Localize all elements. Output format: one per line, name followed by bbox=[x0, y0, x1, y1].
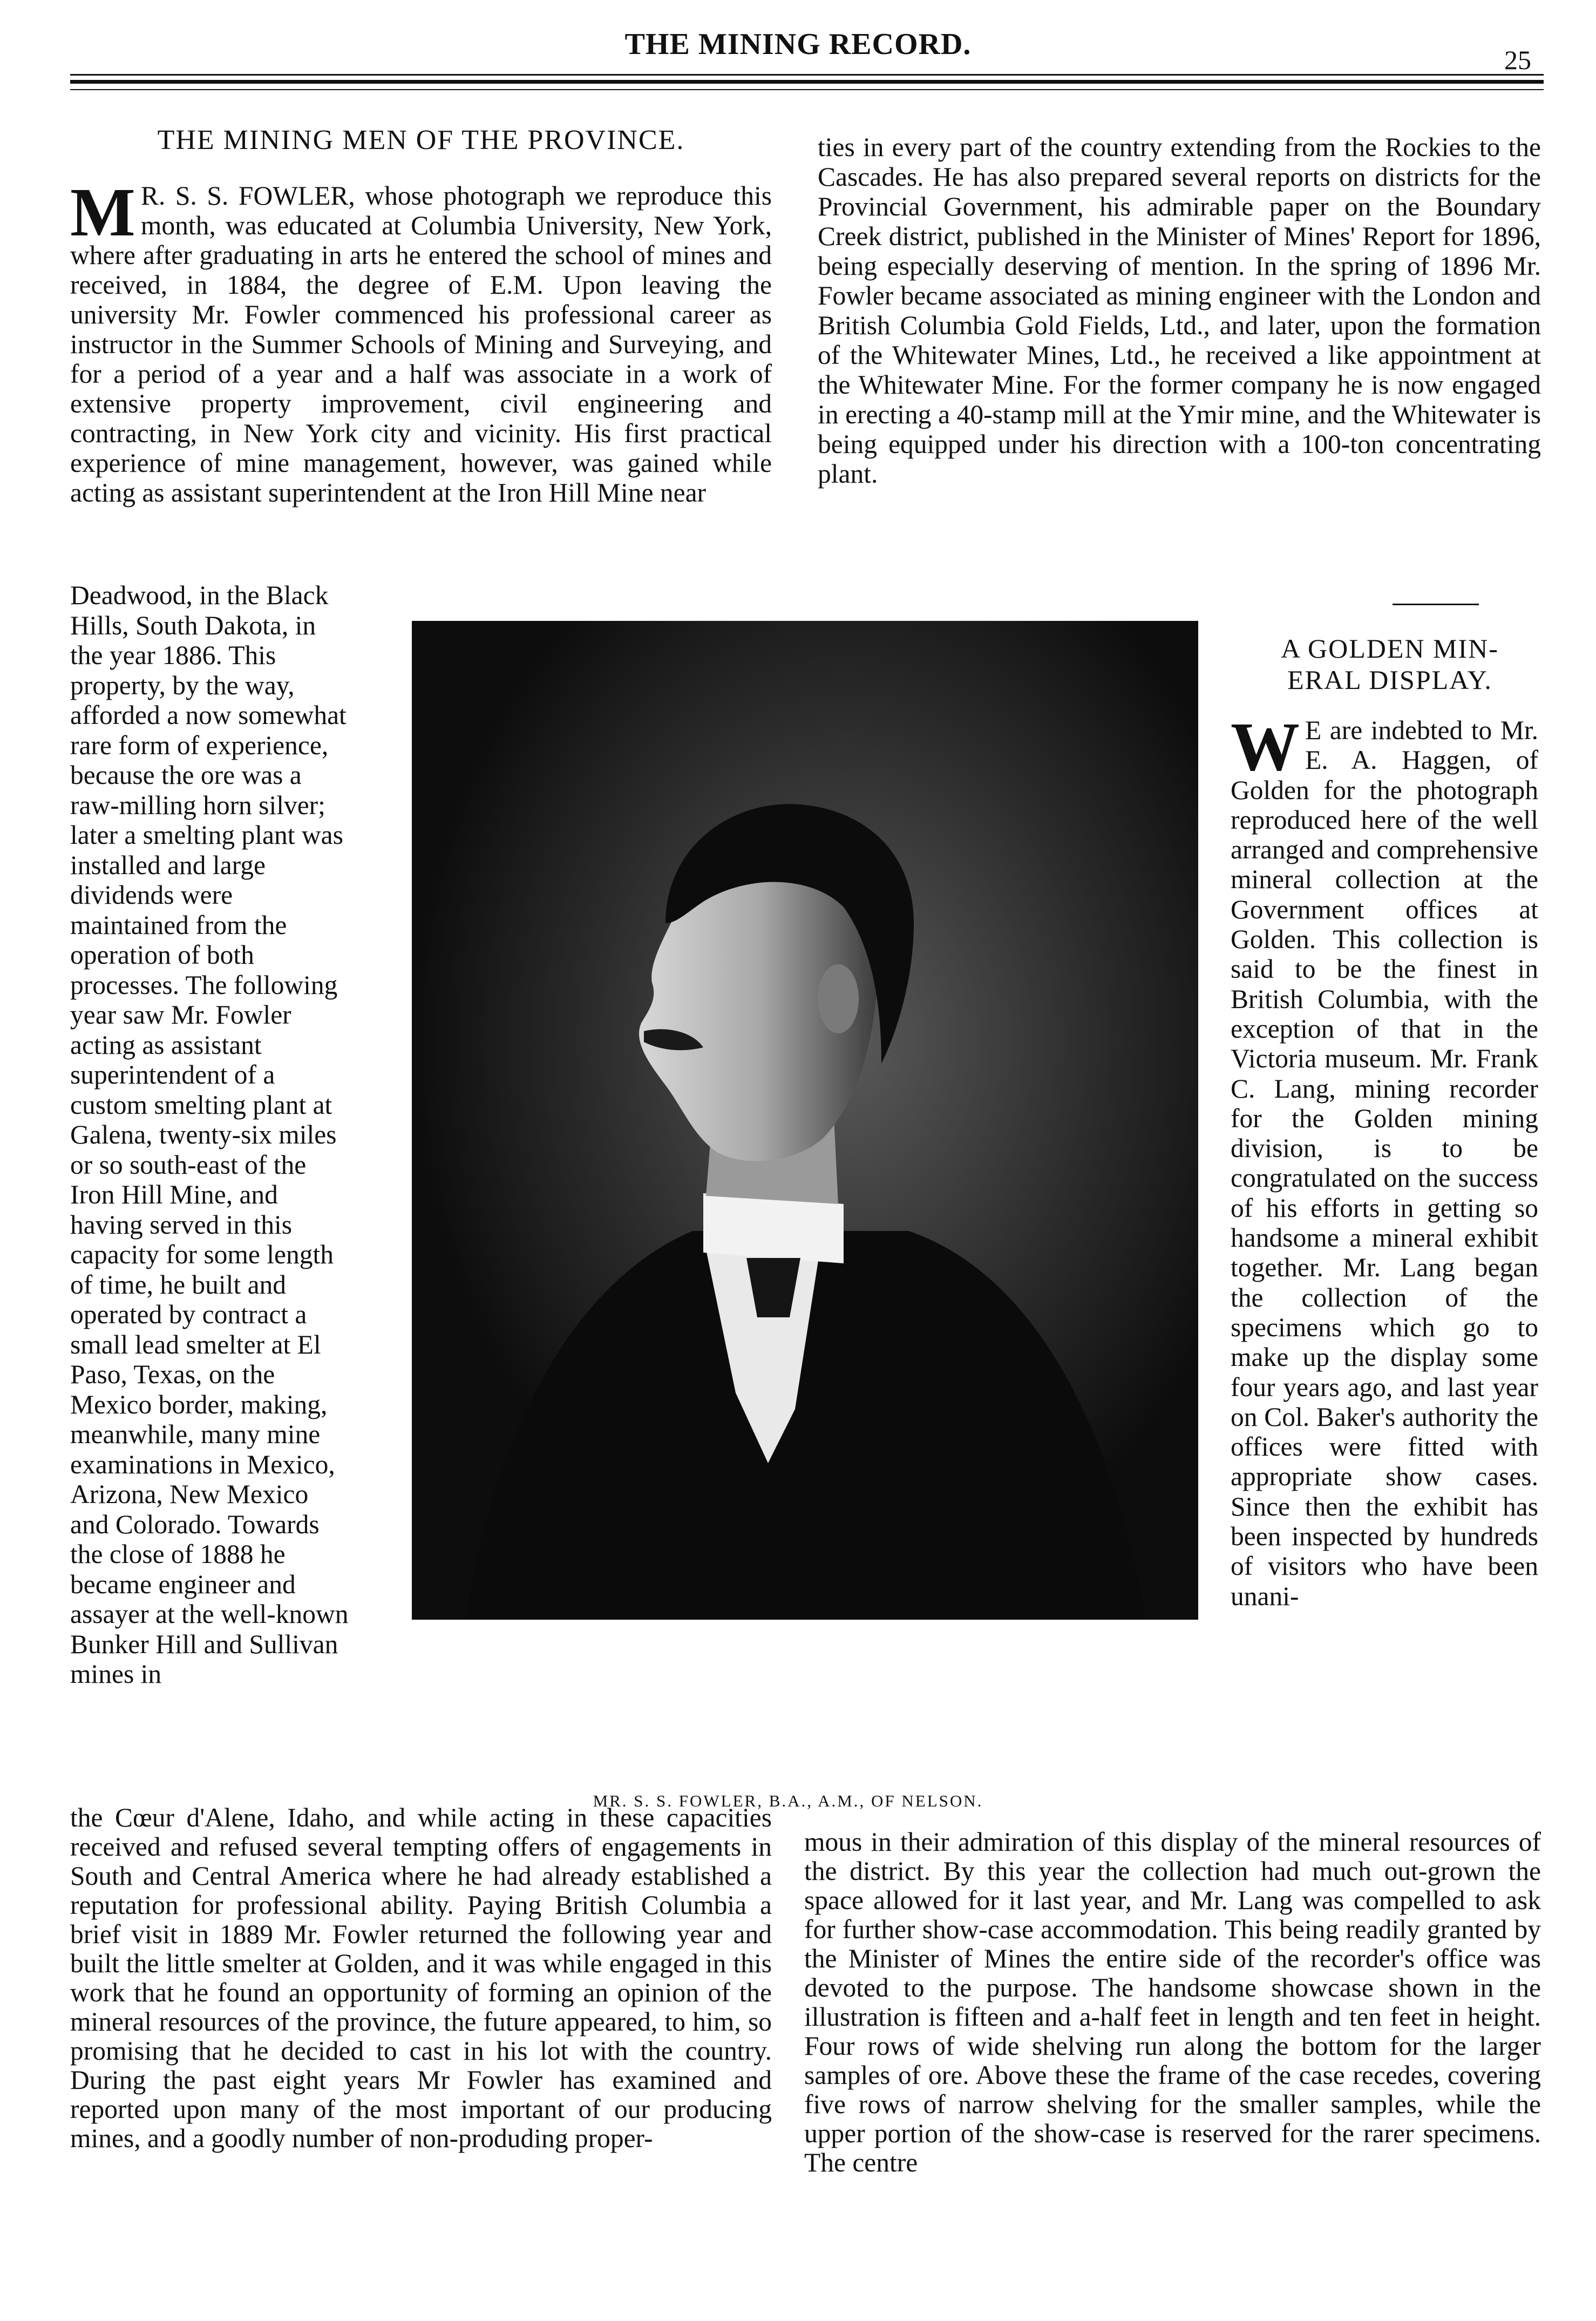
article2-heading-line1: A GOLDEN MIN- bbox=[1281, 633, 1499, 664]
page-number: 25 bbox=[1504, 45, 1531, 75]
portrait-photo bbox=[412, 621, 1198, 1620]
article2-narrow-text: E are indebted to Mr. E. A. Haggen, of Golden for the photograph reproduced here of the well arranged and comprehensive mineral collection at the Government offices at Golden. This collection is said to be the finest in British Columbia, with the exception of that in the Victoria museum. Mr. Frank C. Lang, mining recorder for the Golden mining division, is to be congratulated on the success of his efforts in getting so handsome a mineral exhibit together. Mr. Lang began the collection of the specimens which go to make up the display some four years ago, and last year on Col. Baker's authority the offices were fitted with appropriate show cases. Since then the exhibit has been inspected by hundreds of visitors who have been unani- bbox=[1231, 715, 1538, 1611]
article1-continued-text: ties in every part of the country extending from the Rockies to the Cascades. He has also prepared several reports on districts for the Provincial Government, his admirable paper on the Boundary Creek district, published in the Minister of Mines' Report for 1896, being especially deserving of mention. In the spring of 1896 Mr. Fowler became associated as mining engineer with the London and British Columbia Gold Fields, Ltd., and later, upon the formation of the Whitewater Mines, Ltd., he received a like appointment at the Whitewater Mine. For the former company he is now engaged in erecting a 40-stamp mill at the Ymir mine, and the Whitewater is being equipped under his direction with a 100-ton concentrating plant. bbox=[818, 132, 1541, 489]
article1-narrow-column bbox=[70, 580, 351, 1822]
article2-dropcap: W bbox=[1231, 708, 1300, 785]
article1-lead-paragraph: R. S. S. FOWLER, whose photograph we reproduce this month, was educated at Columbia University, New York, where after graduating in arts he entered the school of mines and received, in 1884, the degree of E.M. Upon leaving the university Mr. Fowler commenced his professional career as instructor in the Summer Schools of Mining and Surveying, and for a period of a year and a half was associate in a work of extensive property improvement, civil engineering and contracting, in New York city and vicinity. His first practical experience of mine management, however, was gained while acting as assistant superintendent at the Iron Hill Mine near bbox=[70, 181, 772, 507]
article2-narrow-column bbox=[1231, 708, 1538, 1801]
article2-heading-line2: ERAL DISPLAY. bbox=[1287, 665, 1492, 695]
article1-lead-column bbox=[70, 174, 772, 580]
header-rule-thin bbox=[70, 74, 1544, 76]
article1-narrow-text: Deadwood, in the Black Hills, South Dakota, in the year 1886. This property, by the way, afforded a now somewhat rare form of experience, because the ore was a raw-milling horn silver; later a smelting plant was installed and large dividends were maintained from the operation of both processes. The following year saw Mr. Fowler acting as assistant superintendent of a custom smelting plant at Galena, twenty-six miles or so south-east of the Iron Hill Mine, and having served in this capacity for some length of time, he built and operated by contract a small lead smelter at El Paso, Texas, on the Mexico border, making, meanwhile, many mine examinations in Mexico, Arizona, New Mexico and Colorado. Towards the close of 1888 he became engineer and assayer at the well-known Bunker Hill and Sullivan mines in bbox=[70, 580, 349, 1689]
header-rule-hairline bbox=[70, 89, 1544, 90]
portrait-illustration bbox=[412, 621, 1198, 1620]
section-divider bbox=[1393, 604, 1479, 605]
article2-bottom-column bbox=[804, 1828, 1541, 2238]
article2-heading bbox=[1231, 633, 1549, 695]
header-rule-thick bbox=[70, 80, 1544, 84]
masthead-title: THE MINING RECORD. bbox=[624, 28, 972, 61]
article2-bottom-text: mous in their admiration of this display of the mineral resources of the district. By this year the collection had much out-grown the space allowed for it last year, and Mr. Lang was compelled to ask for further show-case accommodation. This being readily granted by the Minister of Mines the entire side of the recorder's office was devoted to the purpose. The handsome showcase shown in the illustration is fifteen and a-half feet in length and ten feet in height. Four rows of wide shelving run along the bottom for the larger samples of ore. Above these the frame of the case recedes, covering five rows of narrow shelving for the smaller samples, while the upper portion of the show-case is reserved for the rarer specimens. The centre bbox=[804, 1827, 1541, 2177]
article1-heading: THE MINING MEN OF THE PROVINCE. bbox=[157, 125, 685, 155]
photo-caption: MR. S. S. FOWLER, B.A., A.M., OF NELSON. bbox=[593, 1791, 983, 1810]
article1-bottom-column bbox=[70, 1803, 772, 2224]
article1-bottom-text: the Cœur d'Alene, Idaho, and while acting in these capacities received and refused several tempting offers of engagements in South and Central America where he had already established a reputation for professional ability. Paying British Columbia a brief visit in 1889 Mr. Fowler returned the following year and built the little smelter at Golden, and it was while engaged in this work that he found an opportunity of forming an opinion of the mineral resources of the province, the future appeared, to him, so promising that he decided to cast in his lot with the country. During the past eight years Mr Fowler has examined and reported upon many of the most important of our producing mines, and a goodly number of non-produding proper- bbox=[70, 1803, 772, 2153]
article1-dropcap: M bbox=[70, 174, 135, 251]
article1-continued-column bbox=[818, 132, 1541, 586]
